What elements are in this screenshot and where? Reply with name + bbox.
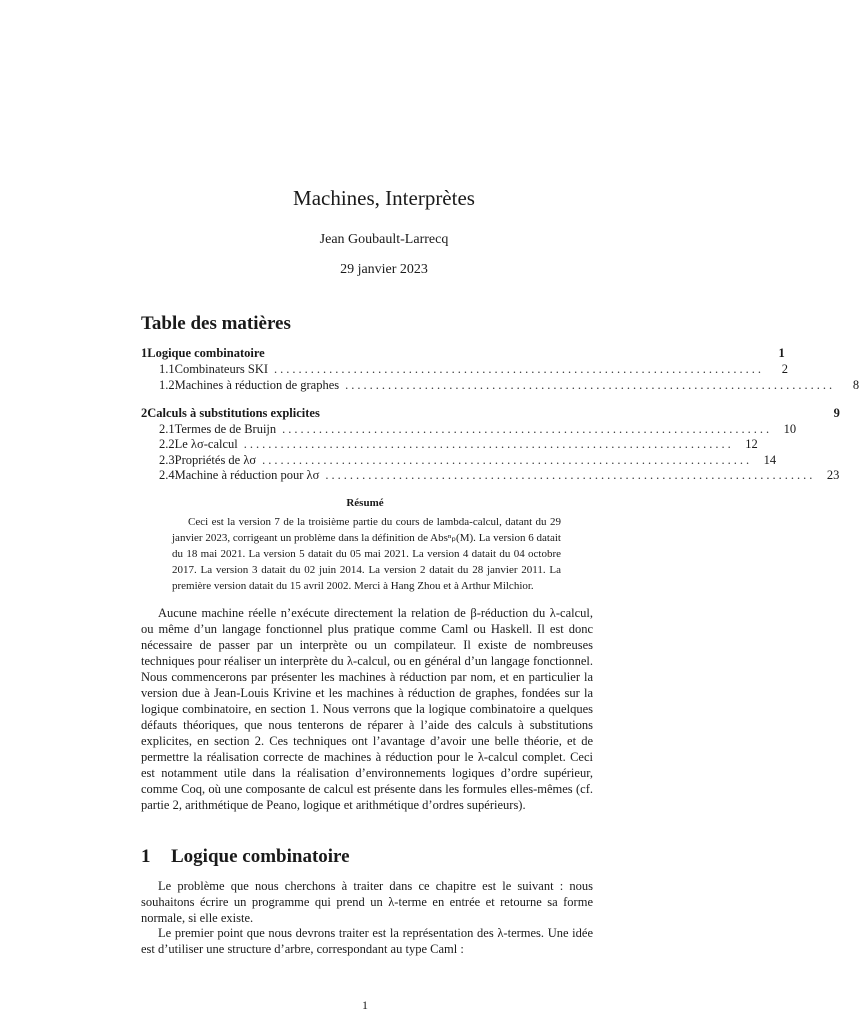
toc-entry-label: Propriétés de λσ <box>174 453 257 467</box>
toc-entry[interactable] <box>141 436 758 452</box>
toc-entry[interactable] <box>141 467 840 483</box>
toc-leader: ................................................................................ <box>243 437 734 451</box>
toc-entry-page: 10 <box>783 422 797 436</box>
toc-entry-label: Termes de de Bruijn <box>174 422 277 436</box>
toc-entry[interactable] <box>141 452 777 468</box>
intro-paragraph: Aucune machine réelle n’exécute directement la relation de β-réduction du λ-calcul, ou même d’un langage fonctionnel plus pratique comme Caml ou Haskell. Il est donc nécessaire de passer par un interprète ou un compilateur. Il existe de nombreuses techniques pour réaliser un interprète du λ-calcul, ou en général d’un langage fonctionnel. Nous commencerons par présenter les machines à réduction par nom, et en particulier la version due à Jean-Louis Krivine et les machines à réduction de graphes, fondées sur la logique combinatoire, en section 1. Nous verrons que la logique combinatoire a quelques défauts théoriques, que nous tenterons de réparer à l’aide des calculs à substitutions explicites, en section 2. Ces techniques ont l’avantage d’avoir une belle théorie, et de permettre la réalisation correcte de machines à réduction pour le λ-calcul complet. Ceci est notamment utile dans la réalisation d’environnements logiques d’ordre supérieur, comme Coq, où une composante de calcul est présente dans les formules elles-mêmes (cf. partie 2, arithmétique de Peano, logique et arithmétique d’ordres supérieurs). <box>141 606 593 812</box>
toc-leader: ................................................................................ <box>274 362 765 376</box>
toc-entry-page: 9 <box>833 406 840 420</box>
toc-entry[interactable] <box>141 345 785 361</box>
abstract-heading: Résumé <box>346 497 384 509</box>
toc-entry[interactable] <box>141 421 797 437</box>
page-number: 1 <box>362 998 368 1012</box>
abstract-text: Ceci est la version 7 de la troisième partie du cours de lambda-calcul, datant du 29 janvier 2023, corrigeant un problème dans la définition de Absⁿₚ(M). La version 6 datait du 18 mai 2021. La version 5 datait du 05 mai 2021. La version 4 datait du 04 octobre 2017. La version 3 datait du 02 juin 2014. La version 2 datait du 28 janvier 2011. La première version datait du 15 avril 2002. Merci à Hang Zhou et à Arthur Milchior. <box>172 516 561 592</box>
toc-leader: ................................................................................ <box>282 422 773 436</box>
toc-entry-label: Combinateurs SKI <box>174 362 269 376</box>
toc-entry-page: 12 <box>745 437 758 451</box>
toc-entry-label: Le λσ-calcul <box>174 437 238 451</box>
section-heading <box>141 846 350 868</box>
toc-entry-number: 1.1 <box>159 362 175 376</box>
toc-entry-page: 1 <box>778 346 785 360</box>
toc-entry-label: Logique combinatoire <box>147 346 265 360</box>
toc-leader: ................................................................................ <box>345 378 836 392</box>
toc-entry[interactable] <box>141 377 859 393</box>
toc-entry-page: 8 <box>852 378 859 392</box>
toc-entry[interactable] <box>141 405 840 421</box>
paper-title: Machines, Interprètes <box>293 186 475 210</box>
paper-date: 29 janvier 2023 <box>340 262 428 277</box>
section-paragraph: Le premier point que nous devrons traiter est la représentation des λ-termes. Une idée est d’utiliser une structure d’arbre, correspondant au type Caml : <box>141 926 593 956</box>
toc-leader: ................................................................................ <box>325 468 816 482</box>
paper-author: Jean Goubault-Larrecq <box>319 232 449 247</box>
toc-leader: ................................................................................ <box>262 453 753 467</box>
toc-entry-number: 1.2 <box>159 378 175 392</box>
section-number: 1 <box>141 846 151 867</box>
toc-entry-number: 2.3 <box>159 453 175 467</box>
toc-entry-label: Calculs à substitutions explicites <box>147 406 320 420</box>
toc-entry[interactable] <box>141 361 789 377</box>
toc-entry-label: Machines à réduction de graphes <box>174 378 340 392</box>
toc-entry-number: 1 <box>141 346 148 360</box>
toc-entry-label: Machine à réduction pour λσ <box>174 468 320 482</box>
toc-entry-page: 23 <box>826 468 840 482</box>
section-paragraph: Le problème que nous cherchons à traiter dans ce chapitre est le suivant : nous souhaitons écrire un programme qui prend un λ-terme en entrée et retourne sa forme normale, si elle existe. <box>141 879 593 925</box>
toc-entry-page: 2 <box>781 362 789 376</box>
toc-entry-number: 2.1 <box>159 422 175 436</box>
section-title: Logique combinatoire <box>171 846 350 867</box>
toc-entry-number: 2.4 <box>159 468 175 482</box>
toc-entry-number: 2.2 <box>159 437 175 451</box>
toc-entry-page: 14 <box>763 453 777 467</box>
toc-entry-number: 2 <box>141 406 148 420</box>
toc-heading: Table des matières <box>141 313 291 334</box>
